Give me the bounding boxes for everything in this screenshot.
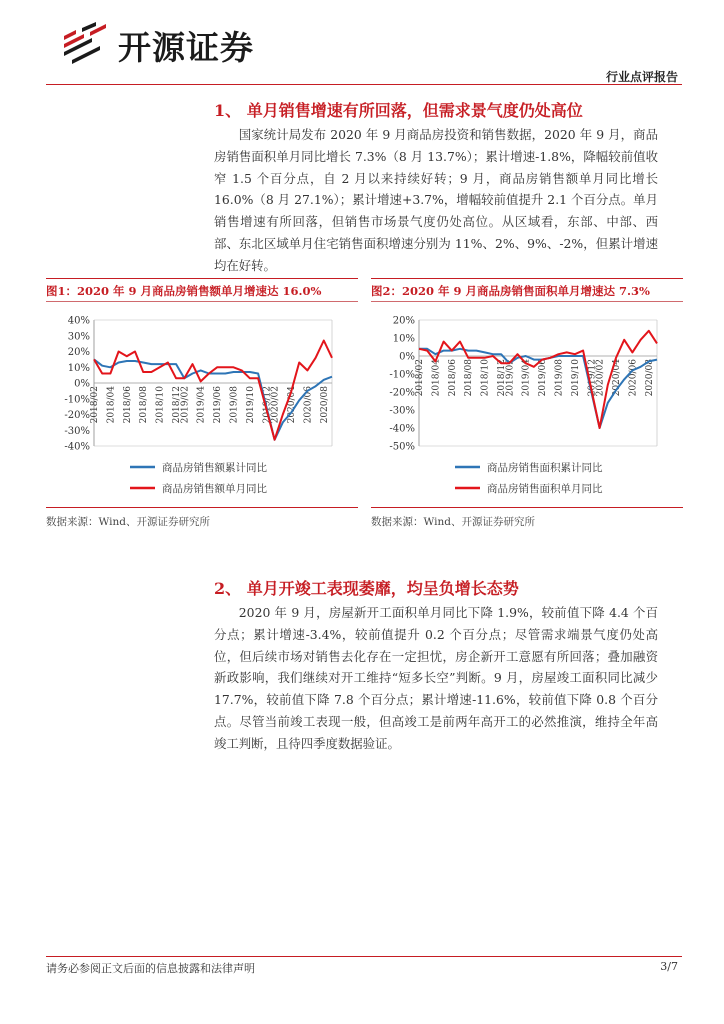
figure2-bottom-rule <box>371 507 683 508</box>
x-tick-label: 2018/12 <box>497 359 508 397</box>
x-tick-label: 2018/04 <box>106 386 117 424</box>
figure2-title-rule <box>371 301 683 302</box>
y-tick-label: 0% <box>399 351 415 363</box>
x-tick-label: 2019/10 <box>245 386 256 424</box>
y-tick-label: 10% <box>67 362 90 374</box>
legend-label: 商品房销售面积单月同比 <box>487 483 603 495</box>
section2-paragraph: 2020 年 9 月，房屋新开工面积单月同比下降 1.9%，较前值下降 4.4 个百分点；累计增速-3.4%，较前值提升 0.2 个百分点；尽管需求端景气度仍处高位，但后续市场对销售去化存在一定担忧，房企新开工意愿有所回落；叠加融资新政影响，我们继续对开工维持“短多长空”判断。9 月，房屋竣工面积同比减少 17.7%，较前值下降 7.8 个百分点；累计增速-11.6%，较前值下降 0.8 个百分点。尽管当前竣工表现一般，但高竣工是前两年高开工的必然推演，维持全年高竣工判断，且待四季度数据验证。 <box>214 605 658 751</box>
x-tick-label: 2019/06 <box>538 359 549 397</box>
y-tick-label: 10% <box>392 333 415 345</box>
figure2-source: 数据来源：Wind、开源证券研究所 <box>371 516 535 528</box>
x-tick-label: 2019/12 <box>587 359 598 397</box>
x-tick-label: 2020/06 <box>303 386 314 424</box>
y-tick-label: -20% <box>389 387 415 399</box>
footer-disclaimer: 请务必参阅正文后面的信息披露和法律声明 <box>46 962 255 975</box>
figure1-bottom-rule <box>46 507 358 508</box>
section1-paragraph: 国家统计局发布 2020 年 9 月商品房投资和销售数据，2020 年 9 月，商品房销售面积单月同比增长 7.3%（8 月 13.7%）；累计增速-1.8%，降幅较前值收窄 1.5 个百分点，自 2 月以来持续好转；9 月，商品房销售额单月同比增长 16.0%（8 月 27.1%）；累计增速+3.7%，增幅较前值提升 2.1 个百分点。单月销售增速有所回落，但销售市场景气度仍处高位。从区域看，东部、中部、西部、东北区域单月住宅销售面积增速分别为 11%、2%、9%、-2%，但累计增速均在好转。 <box>214 127 658 273</box>
x-tick-label: 2018/08 <box>464 359 475 397</box>
legend-label: 商品房销售额单月同比 <box>162 483 267 495</box>
figure1-top-rule <box>46 278 358 279</box>
x-tick-label: 2020/06 <box>628 359 639 397</box>
figure2-top-rule <box>371 278 683 279</box>
x-tick-label: 2019/02 <box>180 386 191 424</box>
x-tick-label: 2019/10 <box>570 359 581 397</box>
y-tick-label: -40% <box>64 441 90 453</box>
y-tick-label: -50% <box>389 441 415 453</box>
x-tick-label: 2018/06 <box>447 359 458 397</box>
y-tick-label: 0% <box>74 378 90 390</box>
footer-divider <box>46 956 682 957</box>
y-tick-label: 20% <box>392 315 415 327</box>
y-tick-label: -10% <box>64 394 90 406</box>
x-tick-label: 2019/12 <box>262 386 273 424</box>
x-tick-label: 2020/08 <box>319 386 330 424</box>
header-divider <box>46 84 682 85</box>
x-tick-label: 2019/04 <box>196 386 207 424</box>
x-tick-label: 2018/10 <box>155 386 166 424</box>
x-tick-label: 2020/04 <box>286 386 297 424</box>
x-tick-label: 2018/08 <box>139 386 150 424</box>
figure1-title-rule <box>46 301 358 302</box>
legend-label: 商品房销售额累计同比 <box>162 462 267 474</box>
x-tick-label: 2018/02 <box>90 386 100 424</box>
y-tick-label: 20% <box>67 347 90 358</box>
y-tick-label: 40% <box>67 315 90 327</box>
report-type-label: 行业点评报告 <box>605 70 678 84</box>
y-tick-label: -40% <box>389 423 415 435</box>
page-number: 3/7 <box>660 960 678 973</box>
brand-name: 开源证券 <box>118 28 254 67</box>
legend-label: 商品房销售面积累计同比 <box>487 462 603 474</box>
figure2-title: 图2：2020 年 9 月商品房销售面积单月增速达 7.3% <box>371 284 650 298</box>
x-tick-label: 2018/02 <box>415 359 425 397</box>
x-tick-label: 2018/04 <box>431 359 442 397</box>
x-tick-label: 2019/02 <box>505 359 516 397</box>
x-tick-label: 2020/08 <box>644 359 655 397</box>
x-tick-label: 2020/02 <box>270 386 281 424</box>
x-tick-label: 2019/08 <box>554 359 565 397</box>
x-tick-label: 2018/12 <box>172 386 183 424</box>
y-tick-label: -30% <box>389 405 415 417</box>
y-tick-label: -10% <box>389 369 415 381</box>
x-tick-label: 2019/08 <box>229 386 240 424</box>
chart-figure1 <box>46 304 358 506</box>
figure1-title: 图1：2020 年 9 月商品房销售额单月增速达 16.0% <box>46 284 322 298</box>
x-tick-label: 2019/06 <box>213 386 224 424</box>
section1-title: 1、 单月销售增速有所回落，但需求景气度仍处高位 <box>214 101 583 120</box>
x-tick-label: 2018/10 <box>480 359 491 397</box>
y-tick-label: -20% <box>64 410 90 421</box>
figure1-source: 数据来源：Wind、开源证券研究所 <box>46 516 210 528</box>
y-tick-label: -30% <box>64 425 90 437</box>
x-tick-label: 2018/06 <box>122 386 133 424</box>
logo-mark-icon <box>62 22 118 66</box>
x-tick-label: 2019/04 <box>521 359 532 397</box>
x-tick-label: 2020/02 <box>595 359 606 397</box>
y-tick-label: 30% <box>67 331 90 343</box>
chart-figure2 <box>371 304 683 506</box>
section2-title: 2、 单月开竣工表现萎靡，均呈负增长态势 <box>214 579 519 598</box>
x-tick-label: 2020/04 <box>611 359 622 397</box>
